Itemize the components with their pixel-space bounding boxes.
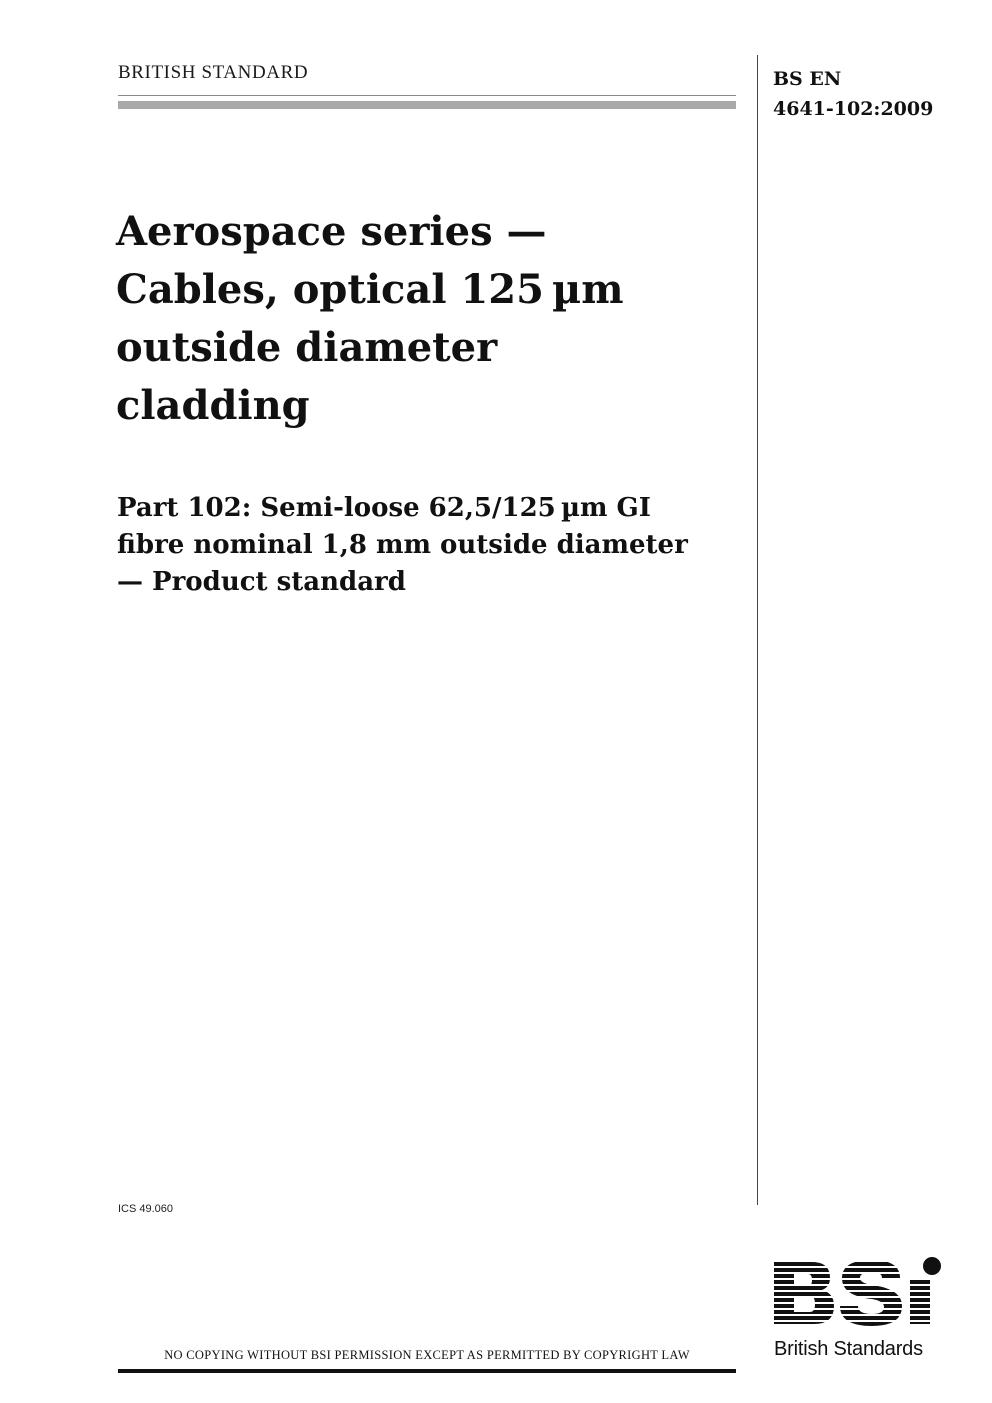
title-line: outside diameter [116,324,498,371]
title-line: Cables, optical 125 µm [116,266,624,313]
document-title [116,203,746,435]
header-thin-rule [118,95,736,96]
bsi-letters [774,1260,930,1326]
copyright-notice: NO COPYING WITHOUT BSI PERMISSION EXCEPT AS PERMITTED BY COPYRIGHT LAW [164,1348,690,1362]
standard-type-label: BRITISH STANDARD [118,62,309,83]
bsi-dot [923,1257,941,1275]
footer-rule [118,1369,736,1373]
document-number-line: BS EN [773,68,842,90]
vertical-divider [757,55,758,1205]
title-line: cladding [116,382,310,429]
part-title-line: fibre nominal 1,8 mm outside diameter [117,530,688,560]
part-title-line: — Product standard [117,567,406,597]
document-number-line: 4641-102:2009 [773,98,934,120]
document-part-title [117,490,747,601]
header-thick-rule [118,101,736,109]
bsi-logo-caption: British Standards [774,1338,923,1360]
part-title-line: Part 102: Semi-loose 62,5/125 µm GI [117,493,651,523]
document-number [773,64,933,124]
title-line: Aerospace series — [116,208,547,255]
ics-code: ICS 49.060 [118,1203,174,1215]
